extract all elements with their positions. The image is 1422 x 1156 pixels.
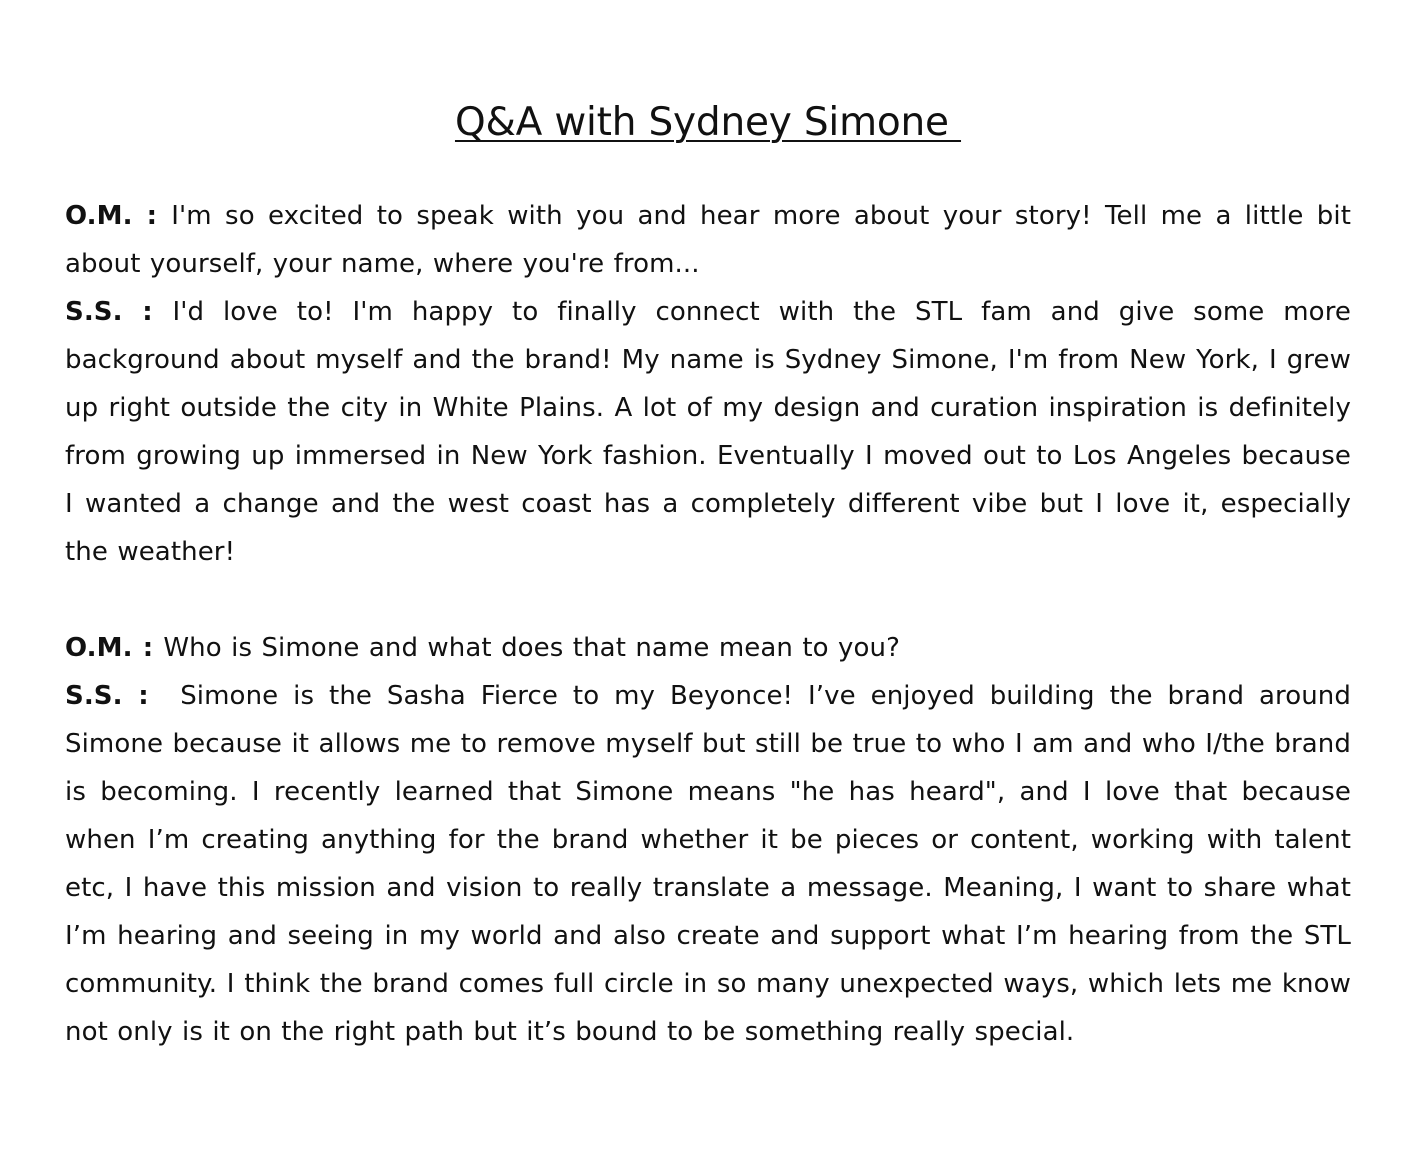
- interviewer-label: O.M. :: [65, 633, 164, 663]
- page-title: [65, 96, 1351, 150]
- qa-exchange-2: [65, 624, 1351, 1056]
- answer-text: I'd love to! I'm happy to finally connect with the STL fam and give some more background about myself and the brand! My name is Sydney Simone, I'm from New York, I grew up right outside the city in White Plains. A lot of my design and curation inspiration is definitely from growing up immersed in New York fashion. Eventually I moved out to Los Angeles because I wanted a change and the west coast has a completely different vibe but I love it, especially the weather!: [65, 297, 1352, 567]
- interviewee-label: S.S. :: [65, 681, 181, 711]
- page-title-text: Q&A with Sydney Simone: [454, 100, 962, 146]
- question-paragraph: [65, 624, 1351, 672]
- question-paragraph: [65, 192, 1351, 288]
- interviewee-label: S.S. :: [65, 297, 173, 327]
- answer-paragraph: [65, 288, 1351, 576]
- question-text: I'm so excited to speak with you and hear more about your story! Tell me a little bit about yourself, your name, where you're from...: [65, 201, 1351, 279]
- qa-exchange-1: [65, 192, 1351, 576]
- question-text: Who is Simone and what does that name mean to you?: [163, 633, 900, 663]
- interviewer-label: O.M. :: [65, 201, 172, 231]
- answer-text: Simone is the Sasha Fierce to my Beyonce! I’ve enjoyed building the brand around Simone because it allows me to remove myself but still be true to who I am and who I/the brand is becoming. I recently learned that Simone means "he has heard", and I love that because when I’m creating anything for the brand whether it be pieces or content, working with talent etc, I have this mission and vision to really translate a message. Meaning, I want to share what I’m hearing and seeing in my world and also create and support what I’m hearing from the STL community. I think the brand comes full circle in so many unexpected ways, which lets me know not only is it on the right path but it’s bound to be something really special.: [65, 681, 1351, 1047]
- answer-paragraph: [65, 672, 1351, 1056]
